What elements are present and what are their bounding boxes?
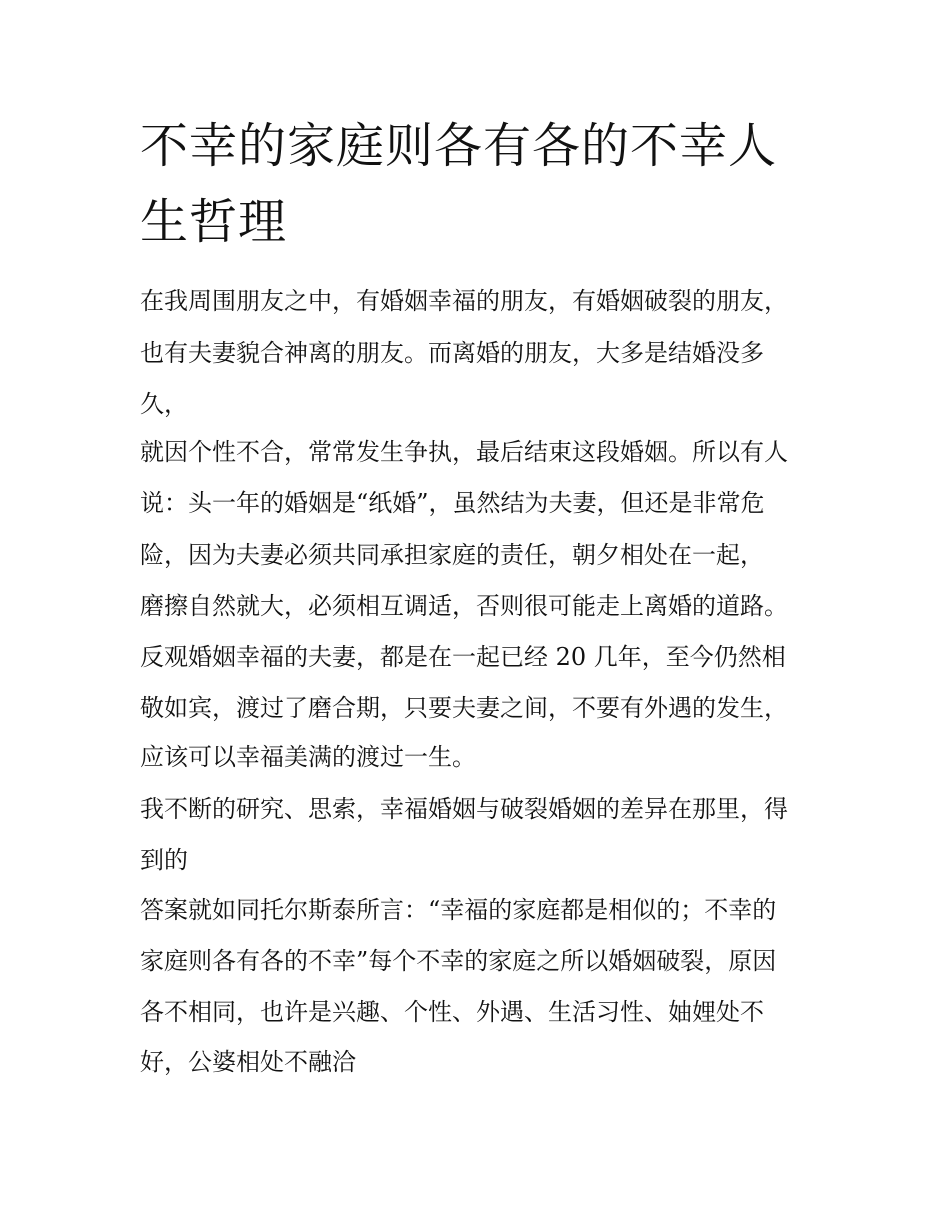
body-line: 磨擦自然就大，必须相互调适，否则很可能走上离婚的道路。 (140, 592, 788, 620)
body-line: 家庭则各有各的不幸”每个不幸的家庭之所以婚姻破裂，原因 (140, 947, 777, 975)
body-line: 就因个性不合，常常发生争执，最后结束这段婚姻。所以有人 (140, 438, 788, 466)
body-line: 敬如宾，渡过了磨合期，只要夫妻之间，不要有外遇的发生， (140, 694, 788, 722)
body-line: 我不断的研究、思索，幸福婚姻与破裂婚姻的差异在那里，得 (140, 795, 788, 823)
body-line: 说：头一年的婚姻是“纸婚”，虽然结为夫妻，但还是非常危 (140, 489, 765, 517)
body-line: 答案就如同托尔斯泰所言：“幸福的家庭都是相似的；不幸的 (140, 896, 777, 924)
body-line: 险，因为夫妻必须共同承担家庭的责任，朝夕相处在一起， (140, 541, 764, 569)
body-line: 久， (140, 390, 188, 418)
document-title: 不幸的家庭则各有各的不幸人生哲理 (140, 118, 778, 250)
body-line: 好，公婆相处不融洽 (140, 1048, 356, 1076)
body-line: 也有夫妻貌合神离的朋友。而离婚的朋友，大多是结婚没多 (140, 339, 764, 367)
body-line: 到的 (140, 846, 188, 874)
body-line: 在我周围朋友之中，有婚姻幸福的朋友，有婚姻破裂的朋友， (140, 287, 788, 315)
body-line: 反观婚姻幸福的夫妻，都是在一起已经 20 几年，至今仍然相 (140, 643, 786, 671)
body-line: 各不相同，也许是兴趣、个性、外遇、生活习性、妯娌处不 (140, 998, 764, 1026)
body-line: 应该可以幸福美满的渡过一生。 (140, 743, 476, 771)
